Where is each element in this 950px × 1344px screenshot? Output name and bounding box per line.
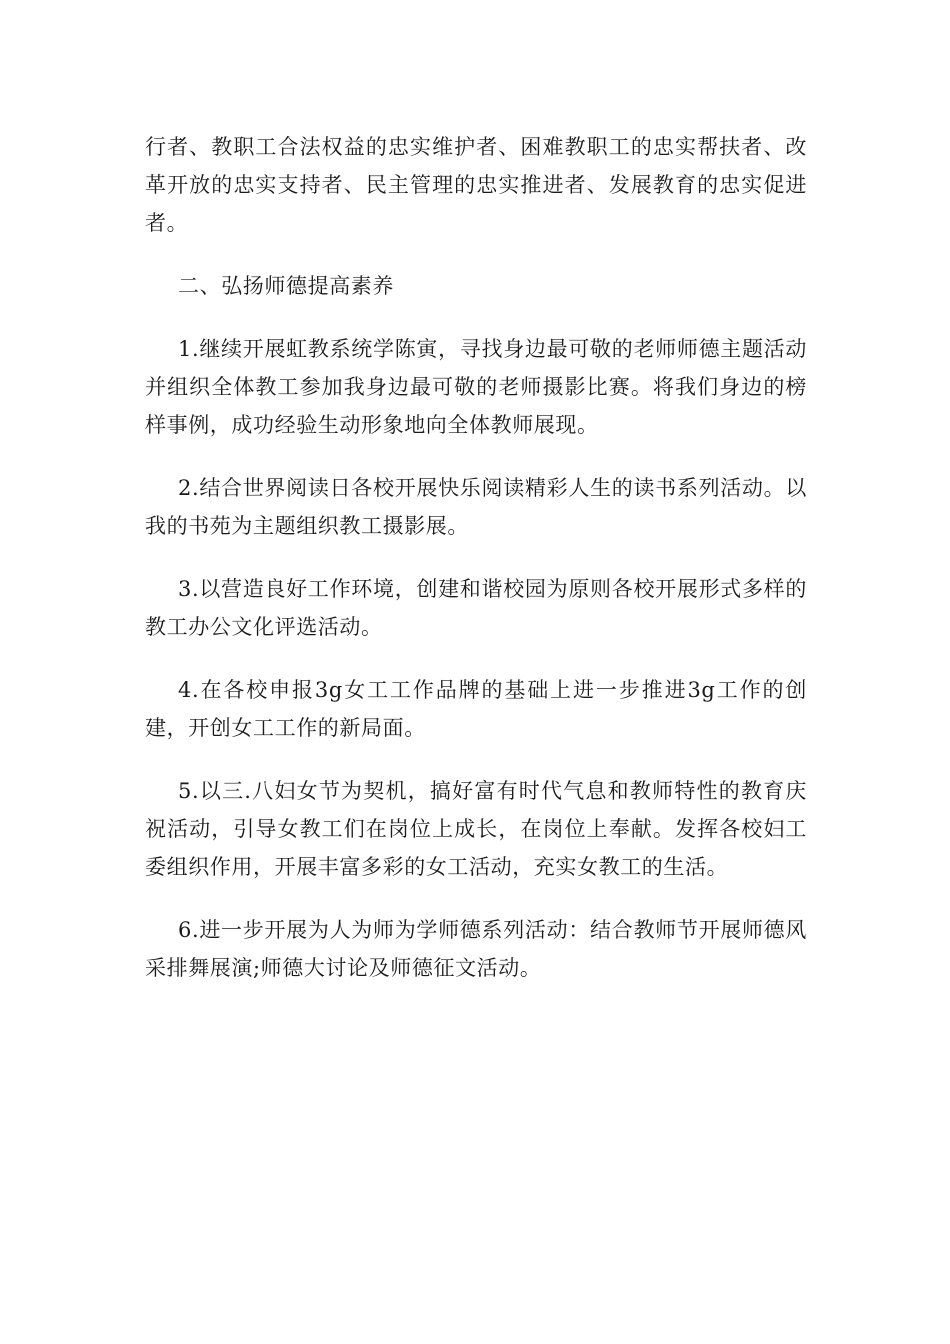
list-item-1: 1.继续开展虹教系统学陈寅，寻找身边最可敬的老师师德主题活动并组织全体教工参加我身边最可敬的老师摄影比赛。将我们身边的榜样事例，成功经验生动形象地向全体教师展现。 <box>145 337 807 437</box>
list-item-5: 5.以三.八妇女节为契机，搞好富有时代气息和教师特性的教育庆祝活动，引导女教工们在岗位上成长，在岗位上奉献。发挥各校妇工委组织作用，开展丰富多彩的女工活动，充实女教工的生活。 <box>145 779 807 879</box>
document-body <box>145 128 807 987</box>
list-item-4: 4.在各校申报3g女工工作品牌的基础上进一步推进3g工作的创建，开创女工工作的新局面。 <box>145 678 807 740</box>
list-item-3: 3.以营造良好工作环境，创建和谐校园为原则各校开展形式多样的教工办公文化评选活动。 <box>145 577 807 639</box>
section-heading: 二、弘扬师德提高素养 <box>178 274 394 298</box>
list-item-6: 6.进一步开展为人为师为学师德系列活动：结合教师节开展师德风采排舞展演;师德大讨论及师德征文活动。 <box>145 918 807 980</box>
list-item-2: 2.结合世界阅读日各校开展快乐阅读精彩人生的读书系列活动。以我的书苑为主题组织教工摄影展。 <box>145 476 807 538</box>
paragraph-continuation: 行者、教职工合法权益的忠实维护者、困难教职工的忠实帮扶者、改革开放的忠实支持者、民主管理的忠实推进者、发展教育的忠实促进者。 <box>145 135 807 235</box>
